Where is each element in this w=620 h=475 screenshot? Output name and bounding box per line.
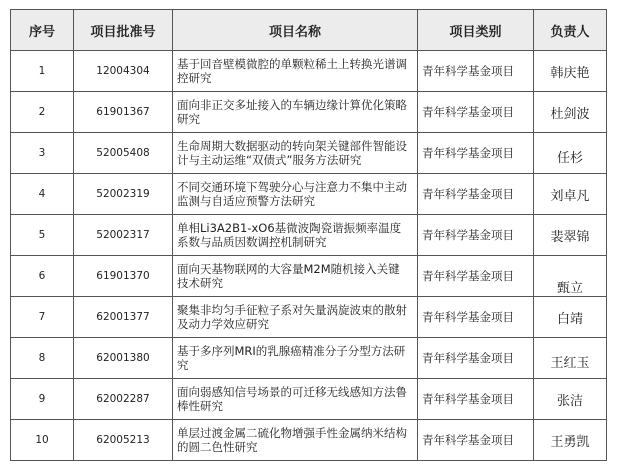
row-index: 6 [11, 256, 74, 297]
row-project-category: 青年科学基金项目 [418, 338, 534, 379]
row-project-name: 单层过渡金属二硫化物增强手性金属纳米结构的圆二色性研究 [173, 420, 418, 461]
row-project-name: 基于回音壁模微腔的单颗粒稀土上转换光谱调控研究 [173, 51, 418, 92]
row-principal [534, 133, 607, 174]
row-project-category: 青年科学基金项目 [418, 133, 534, 174]
row-project-category: 青年科学基金项目 [418, 51, 534, 92]
table-row [11, 92, 607, 133]
row-principal-name: 刘卓凡 [550, 188, 590, 204]
row-principal-name: 裴翠锦 [550, 229, 590, 245]
row-principal-name: 王红玉 [550, 355, 590, 371]
table-row [11, 338, 607, 379]
header-index: 序号 [11, 10, 74, 51]
table-row [11, 215, 607, 256]
row-principal [534, 174, 607, 215]
row-index: 3 [11, 133, 74, 174]
row-index: 10 [11, 420, 74, 461]
row-principal-name: 任杉 [556, 150, 583, 166]
row-approval-number: 52005408 [74, 133, 173, 174]
header-principal: 负责人 [534, 10, 607, 51]
row-project-name: 面向天基物联网的大容量M2M随机接入关键技术研究 [173, 256, 418, 297]
row-principal [534, 420, 607, 461]
table-row [11, 51, 607, 92]
row-principal [534, 256, 607, 297]
row-project-category: 青年科学基金项目 [418, 297, 534, 338]
row-approval-number: 52002319 [74, 174, 173, 215]
row-principal-name: 张洁 [556, 393, 583, 409]
table-row [11, 297, 607, 338]
table-row [11, 256, 607, 297]
row-approval-number: 62005213 [74, 420, 173, 461]
row-principal [534, 215, 607, 256]
project-table [10, 9, 607, 461]
header-approval-number: 项目批准号 [74, 10, 173, 51]
row-project-category: 青年科学基金项目 [418, 256, 534, 297]
row-approval-number: 61901370 [74, 256, 173, 297]
row-index: 2 [11, 92, 74, 133]
row-principal [534, 51, 607, 92]
table-row [11, 174, 607, 215]
table-row [11, 133, 607, 174]
row-index: 9 [11, 379, 74, 420]
row-index: 1 [11, 51, 74, 92]
row-project-category: 青年科学基金项目 [418, 92, 534, 133]
row-principal-name: 甄立 [556, 280, 583, 296]
row-approval-number: 62002287 [74, 379, 173, 420]
header-row [11, 10, 607, 51]
table-row [11, 420, 607, 461]
row-project-category: 青年科学基金项目 [418, 379, 534, 420]
row-project-name: 面向弱感知信号场景的可迁移无线感知方法鲁棒性研究 [173, 379, 418, 420]
row-approval-number: 61901367 [74, 92, 173, 133]
row-index: 4 [11, 174, 74, 215]
row-project-name: 单相Li3A2B1-xO6基微波陶瓷谐振频率温度系数与品质因数调控机制研究 [173, 215, 418, 256]
header-project-name: 项目名称 [173, 10, 418, 51]
row-approval-number: 52002317 [74, 215, 173, 256]
row-index: 7 [11, 297, 74, 338]
row-principal [534, 338, 607, 379]
row-principal-name: 杜剑波 [550, 106, 590, 122]
row-index: 5 [11, 215, 74, 256]
table-row [11, 379, 607, 420]
row-project-category: 青年科学基金项目 [418, 215, 534, 256]
row-principal-name: 白靖 [556, 311, 583, 327]
row-principal [534, 92, 607, 133]
row-project-category: 青年科学基金项目 [418, 174, 534, 215]
row-principal-name: 王勇凯 [550, 434, 590, 450]
row-project-name: 不同交通环境下驾驶分心与注意力不集中主动监测与自适应预警方法研究 [173, 174, 418, 215]
row-project-name: 生命周期大数据驱动的转向架关键部件智能设计与主动运维“双债式”服务方法研究 [173, 133, 418, 174]
row-project-name: 面向非正交多址接入的车辆边缘计算优化策略研究 [173, 92, 418, 133]
row-approval-number: 62001380 [74, 338, 173, 379]
row-project-name: 基于多序列MRI的乳腺癌精准分子分型方法研究 [173, 338, 418, 379]
row-project-name: 聚集非均匀手征粒子系对矢量涡旋波束的散射及动力学效应研究 [173, 297, 418, 338]
row-project-category: 青年科学基金项目 [418, 420, 534, 461]
row-approval-number: 62001377 [74, 297, 173, 338]
row-approval-number: 12004304 [74, 51, 173, 92]
row-principal [534, 379, 607, 420]
header-project-category: 项目类别 [418, 10, 534, 51]
row-principal [534, 297, 607, 338]
row-index: 8 [11, 338, 74, 379]
row-principal-name: 韩庆艳 [550, 65, 590, 81]
